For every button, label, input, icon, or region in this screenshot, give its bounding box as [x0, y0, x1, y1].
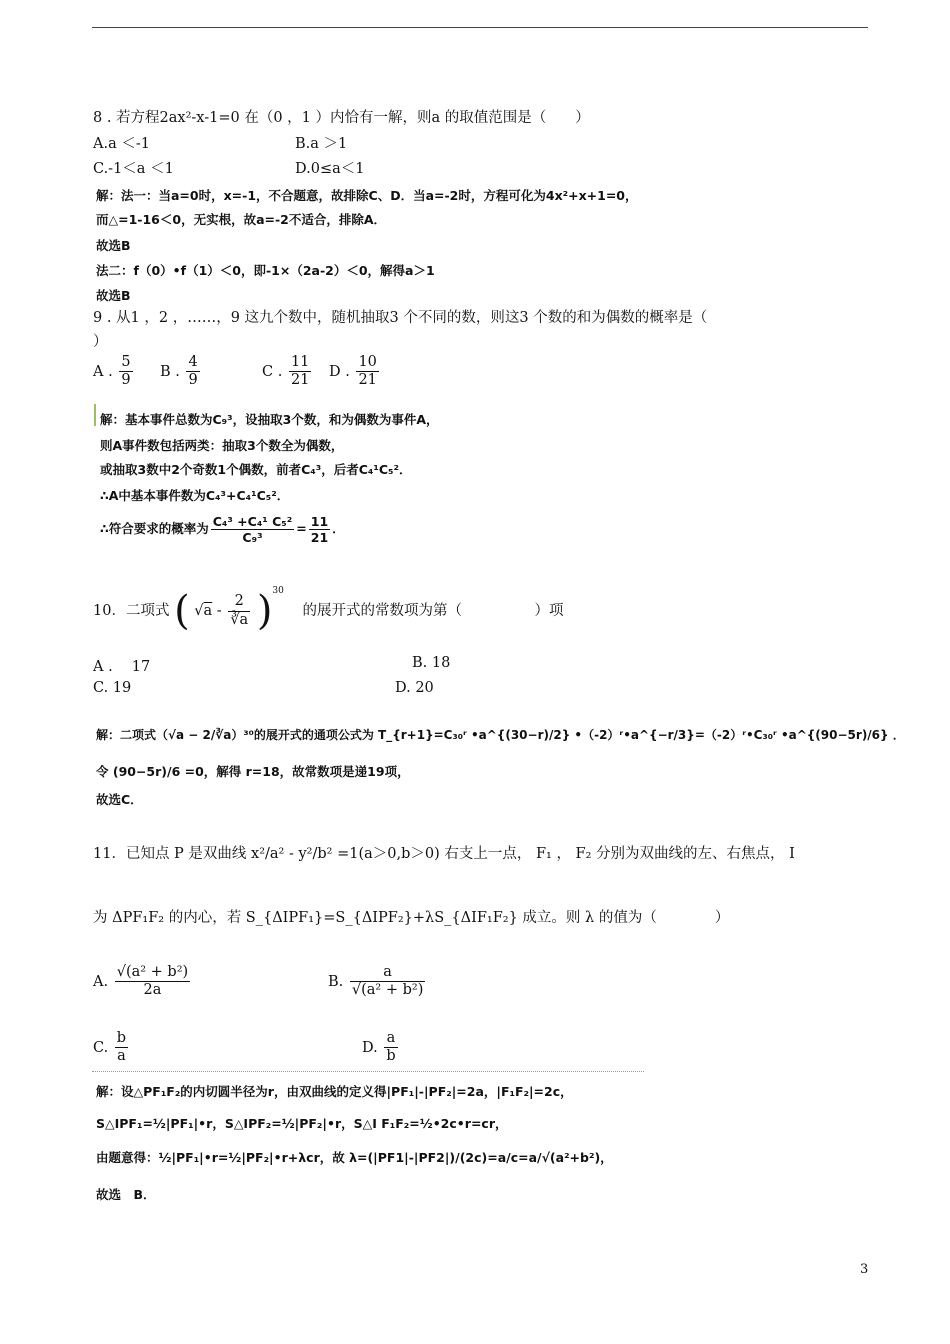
left-paren: ( — [174, 588, 190, 634]
q9-solution-line: 解：基本事件总数为C₉³，设抽取3个数，和为偶数为事件A， — [100, 412, 439, 427]
q8-option-c: C.-1＜a ＜1 — [93, 161, 174, 177]
q10-solution-line: 故选C． — [96, 792, 143, 807]
q8-option-d: D.0≤a＜1 — [295, 161, 365, 177]
q11-solution-line: 故选 B． — [96, 1187, 156, 1202]
q8-solution-line: 而△=1-16＜0，无实根，故a=-2不适合，排除A． — [96, 212, 387, 227]
q11-option-a: A. $\frac{\text{√(a² + b²)}}{2a}$ — [93, 964, 189, 999]
fraction: $\frac{11}{21}$ — [290, 354, 310, 389]
q10-option-b: B. 18 — [412, 655, 451, 671]
fraction: $\frac{4}{9}$ — [188, 354, 198, 389]
fraction: $\frac{2}{∛a}$ — [230, 593, 249, 628]
q9-option-b: B . $\frac{4}{9}$ — [160, 354, 198, 389]
q9-solution-line: ∴A中基本事件数为C₄³+C₄¹C₅²． — [100, 488, 290, 503]
q8-solution-line: 故选B — [96, 288, 131, 303]
q9-option-d: D . $\frac{10}{21}$ — [329, 354, 377, 389]
q8-solution-line: 解：法一：当a=0时，x=-1，不合题意，故排除C、D．当a=-2时，方程可化为4x²+x+1=0， — [96, 188, 638, 203]
q10-option-a: A . 17 — [93, 659, 151, 675]
fraction: $\frac{b}{a}$ — [116, 1030, 127, 1065]
q9-stem-cont: ） — [93, 334, 108, 350]
q10-option-d: D. 20 — [395, 680, 434, 696]
q11-option-d: D. $\frac{a}{b}$ — [362, 1030, 396, 1065]
q8-option-a: A.a ＜-1 — [93, 136, 150, 152]
q9-option-a: A . $\frac{5}{9}$ — [93, 354, 131, 389]
q11-option-b: B. $\frac{a}{\text{√(a² + b²)}}$ — [328, 964, 424, 999]
q11-stem-cont: 为 ΔPF₁F₂ 的内心，若 S_{ΔIPF₁}=S_{ΔIPF₂}+λS_{ΔIF₁F₂} 成立。则 λ 的值为（ ） — [93, 910, 730, 926]
q11-solution-line: S△IPF₁=½|PF₁|•r，S△IPF₂=½|PF₂|•r，S△I F₁F₂=½•2c•r=cr， — [96, 1116, 508, 1131]
q10-solution-line: 解：二项式（√a − 2/∛a）³⁰的展开式的通项公式为 T_{r+1}=C₃₀ʳ •a^{(30−r)/2} •（-2）ʳ•a^{−r/3}=（-2）ʳ•C₃₀ʳ •a^{(90−5r)/6} ． — [96, 728, 905, 742]
header-rule — [92, 27, 868, 28]
fraction: $\frac{\text{√(a² + b²)}}{2a}$ — [116, 964, 189, 999]
margin-marker — [94, 404, 96, 426]
q10-option-c: C. 19 — [93, 680, 132, 696]
fraction: $\frac{\text{C₄³ +C₄¹ C₅²}}{\text{C₉³}}$ — [212, 514, 293, 545]
fraction: $\frac{11}{21}$ — [310, 514, 329, 545]
separator — [92, 1071, 644, 1072]
q9-stem: 9 . 从1 ，2 ，……，9 这九个数中，随机抽取3 个不同的数，则这3 个数的和为偶数的概率是（ — [93, 310, 708, 326]
q11-option-c: C. $\frac{b}{a}$ — [93, 1030, 127, 1065]
q8-solution-line: 法二：f（0）•f（1）＜0，即-1×（2a-2）＜0，解得a＞1 — [96, 263, 435, 278]
q9-solution-line: ∴符合要求的概率为 $\frac{\text{C₄³ +C₄¹ C₅²}}{\text{C₉³}}$ = $\frac{11}{21}$ ． — [100, 514, 345, 545]
sqrt-term: √a — [194, 603, 213, 619]
page-number: 3 — [860, 1262, 869, 1277]
q11-solution-line: 由题意得：½|PF₁|•r=½|PF₂|•r+λcr，故 λ=(|PF1|-|PF2|)/(2c)=a/c=a/√(a²+b²)， — [96, 1150, 613, 1165]
q11-stem: 11．已知点 P 是双曲线 x²/a² - y²/b² =1(a＞0,b＞0) 右支上一点， F₁ ， F₂ 分别为双曲线的左、右焦点， I — [93, 846, 795, 862]
fraction: $\frac{10}{21}$ — [358, 354, 377, 389]
fraction: $\frac{a}{\text{√(a² + b²)}}$ — [351, 964, 424, 999]
q10-stem: 10．二项式 ( √a - $\frac{2}{∛a}$ )$^{30}$ 的展开式的常数项为第（ ）项 — [93, 586, 564, 634]
q9-solution-line: 则A事件数包括两类：抽取3个数全为偶数， — [100, 438, 344, 453]
q8-solution-line: 故选B — [96, 238, 131, 253]
q11-solution-line: 解：设△PF₁F₂的内切圆半径为r，由双曲线的定义得|PF₁|-|PF₂|=2a，|F₁F₂|=2c， — [96, 1084, 573, 1099]
q8-stem: 8 . 若方程2ax²-x-1=0 在（0 ，1 ）内恰有一解，则a 的取值范围是（ ） — [93, 110, 590, 126]
fraction: $\frac{5}{9}$ — [121, 354, 131, 389]
q10-solution-line: 令 (90−5r)/6 =0，解得 r=18，故常数项是递19项， — [96, 764, 410, 779]
q9-option-c: C . $\frac{11}{21}$ — [262, 354, 310, 389]
q9-solution-line: 或抽取3数中2个奇数1个偶数，前者C₄³，后者C₄¹C₅²． — [100, 462, 412, 477]
right-paren: ) — [256, 588, 273, 634]
fraction: $\frac{a}{b}$ — [386, 1030, 396, 1065]
q8-option-b: B.a ＞1 — [295, 136, 348, 152]
